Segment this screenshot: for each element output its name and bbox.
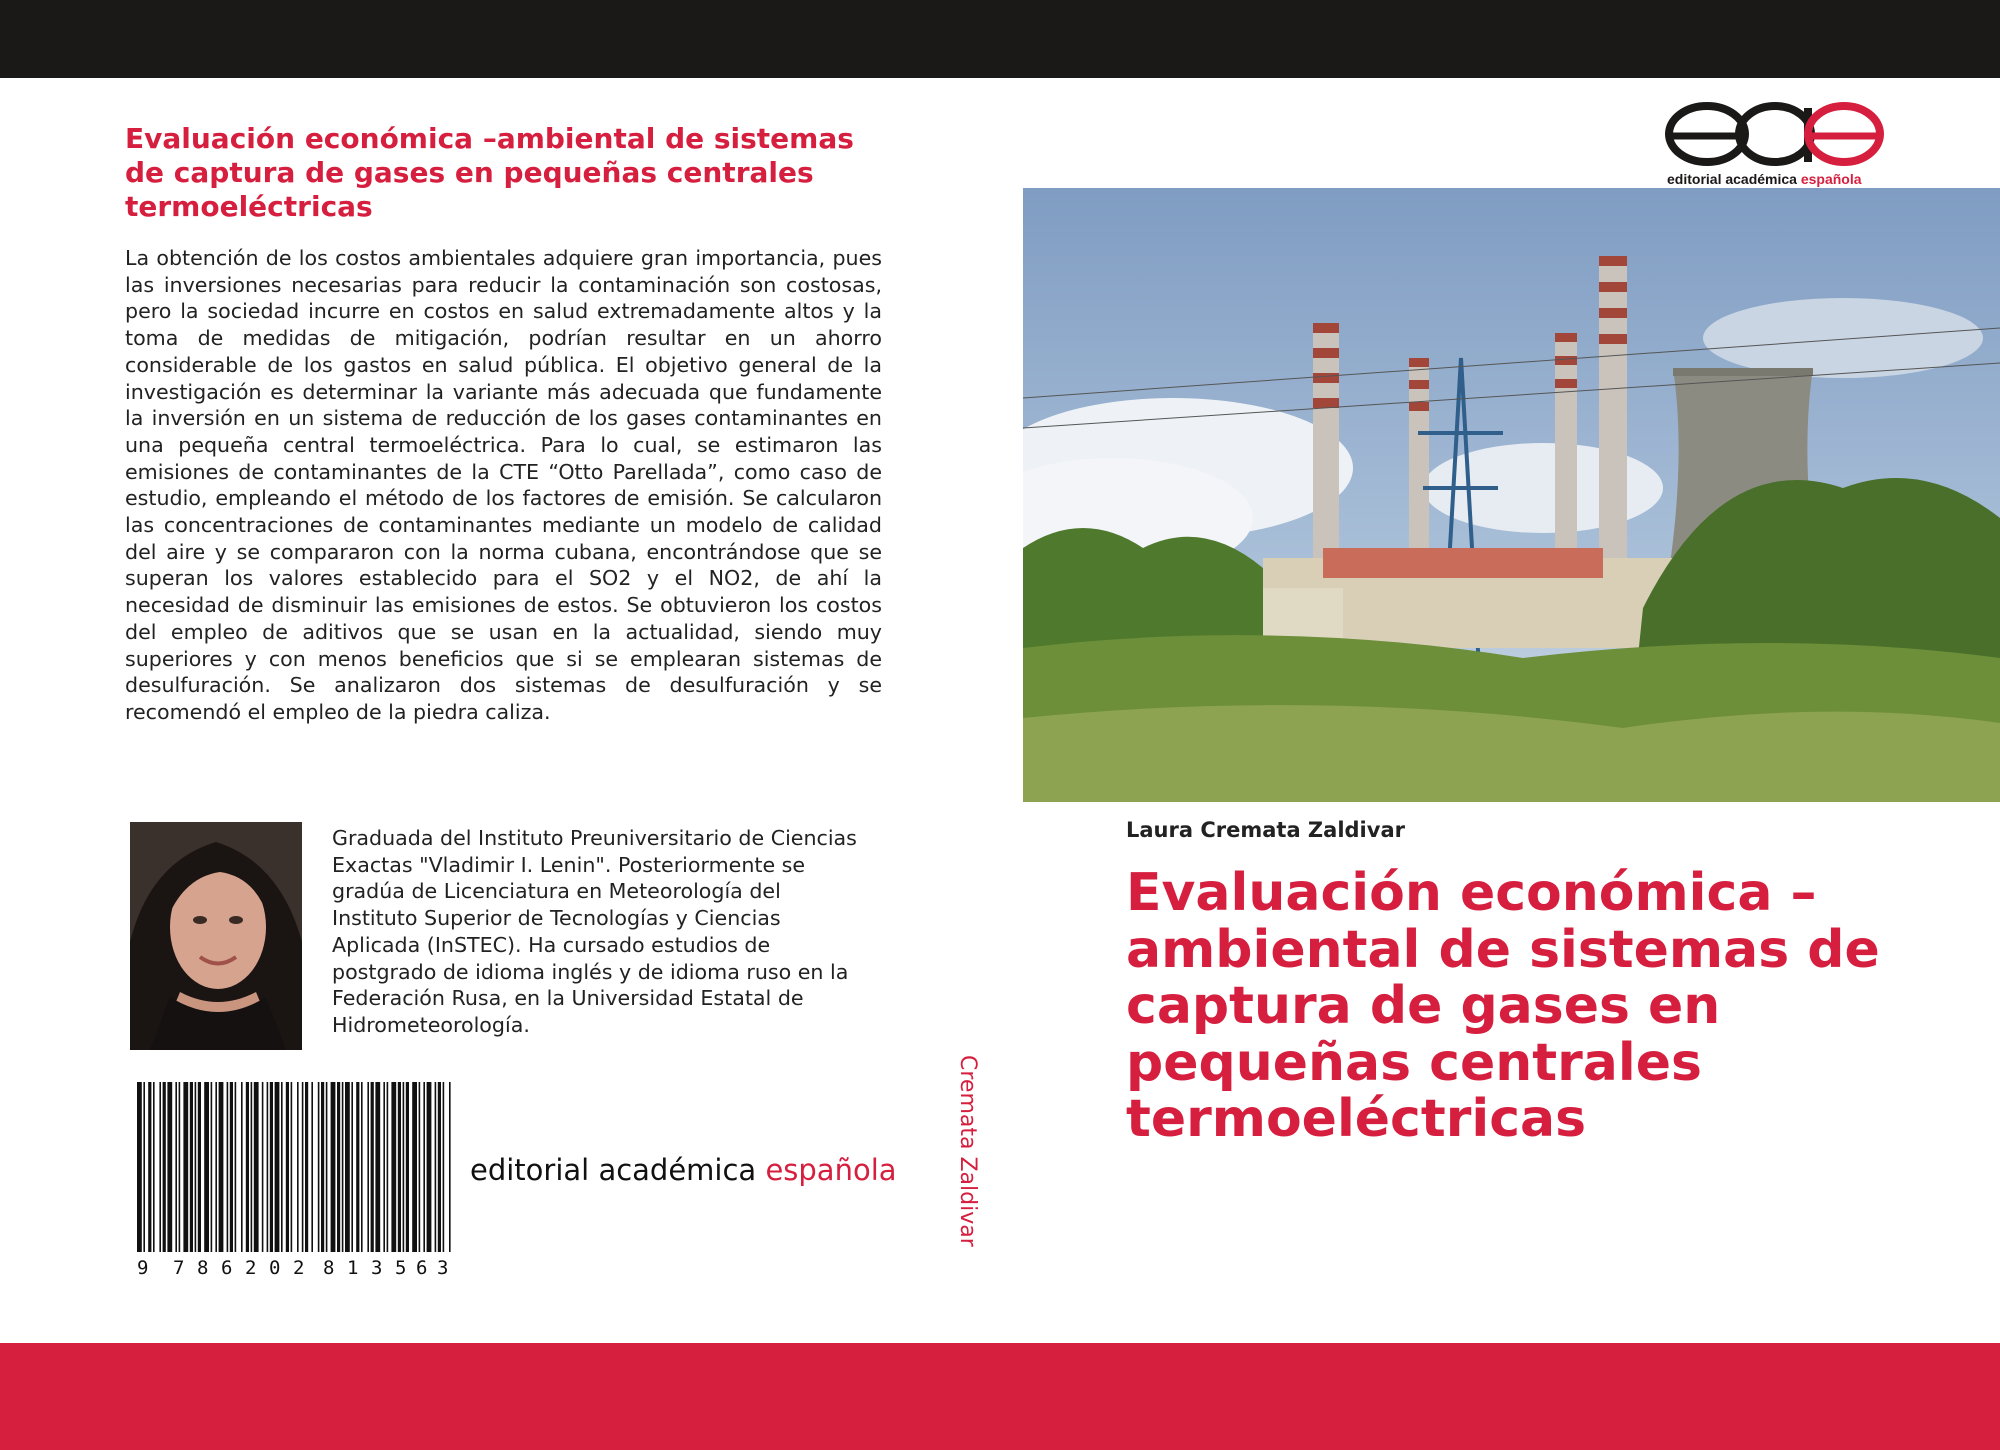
back-publisher-name	[470, 1153, 897, 1187]
publisher-logo	[1662, 98, 1888, 188]
barcode-digit: 8	[323, 1257, 335, 1277]
isbn-barcode	[135, 1082, 453, 1277]
cover-photo-power-plant	[1023, 188, 2000, 802]
barcode-digit: 9	[137, 1257, 149, 1277]
barcode-bar	[219, 1082, 224, 1252]
barcode-digit: 8	[197, 1257, 209, 1277]
front-cover-author: Laura Cremata Zaldivar	[1126, 818, 1405, 842]
barcode-bar	[291, 1082, 293, 1252]
barcode-digit: 1	[347, 1257, 359, 1277]
barcode-bar	[403, 1082, 405, 1252]
barcode-bar	[371, 1082, 374, 1252]
barcode-bar	[195, 1082, 197, 1252]
barcode-bar	[345, 1082, 350, 1252]
barcode-digit: 2	[293, 1257, 305, 1277]
svg-text:editorial académica española	[1667, 171, 1862, 187]
barcode-bar	[356, 1082, 359, 1252]
barcode-bar	[438, 1082, 441, 1252]
barcode-bar	[190, 1082, 193, 1252]
barcode-digit: 7	[173, 1257, 185, 1277]
barcode-bar	[361, 1082, 363, 1252]
barcode-bar	[175, 1082, 177, 1252]
back-cover-abstract: La obtención de los costos ambientales adquiere gran importancia, pues las inversiones necesarias para reducir la contaminación son costosas, pero la sociedad incurre en costos en salud extremadamente altos y la toma de medidas de mitigación, podrían resultar en un ahorro considerable de los gastos en salud pública. El objetivo general de la investigación es determinar la variante más adecuada que fundamente la inversión en un sistema de reducción de los gases contaminantes en una pequeña central termoeléctrica. Para lo cual, se estimaron las emisiones de contaminantes de la CTE “Otto Parellada”, como caso de estudio, empleando el método de los factores de emisión. Se calcularon las concentraciones de contaminantes mediante un modelo de calidad del aire y se compararon con la norma cubana, encontrándose que se superan los valores establecido para el SO2 y el NO2, de ahí la necesidad de disminuir las emisiones de estos. Se obtuvieron los costos del empleo de aditivos que se usan en la actualidad, siendo muy superiores y con menos beneficios que si se emplearan sistemas de desulfuración. Se analizaron dos sistemas de desulfuración y se recomendó el empleo de la piedra caliza.	[125, 246, 882, 724]
barcode-bar	[163, 1082, 166, 1252]
barcode-bar	[215, 1082, 217, 1252]
barcode-digit: 6	[416, 1257, 428, 1277]
barcode-bar	[387, 1082, 389, 1252]
barcode-bar	[211, 1082, 213, 1252]
barcode-bar	[230, 1082, 233, 1252]
barcode-bar	[383, 1082, 385, 1252]
barcode-bar	[398, 1082, 401, 1252]
barcode-digit: 0	[269, 1257, 281, 1277]
spine-author: Cremata Zaldivar	[955, 1055, 980, 1247]
barcode-bar	[148, 1082, 151, 1252]
back-cover-title: Evaluación económica –ambiental de sistemas de captura de gases en pequeñas centrales termoeléctricas	[125, 122, 854, 223]
barcode-bar	[183, 1082, 188, 1252]
author-bio: Graduada del Instituto Preuniversitario de Ciencias Exactas "Vladimir I. Lenin". Posteriormente se gradúa de Licenciatura en Meteorología del Instituto Superior de Tecnologías y Ciencias Aplicada (InSTEC). Ha cursado estudios de postgrado de idioma inglés y de idioma ruso en la Federación Rusa, en la Universidad Estatal de Hidrometeorología.	[332, 826, 857, 1037]
barcode-bar	[143, 1082, 145, 1252]
barcode-bar	[326, 1082, 328, 1252]
barcode-bar	[246, 1082, 249, 1252]
barcode-bar	[159, 1082, 161, 1252]
barcode-bar	[179, 1082, 181, 1252]
barcode-bar	[235, 1082, 237, 1252]
barcode-bar	[375, 1082, 380, 1252]
barcode-bar	[281, 1082, 283, 1252]
barcode-bar	[267, 1082, 269, 1252]
barcode-digit: 6	[221, 1257, 233, 1277]
barcode-bar	[321, 1082, 324, 1252]
publisher-main-text: editorial académica	[470, 1153, 757, 1187]
front-cover-title: Evaluación económica – ambiental de sistemas de captura de gases en pequeñas centrales termoeléctricas	[1126, 863, 1880, 1149]
barcode-bar	[391, 1082, 396, 1252]
barcode-bar	[198, 1082, 201, 1252]
logo-text-main: editorial académica	[1667, 171, 1797, 187]
barcode-bar	[342, 1082, 344, 1252]
logo-text-accent: española	[1800, 171, 1862, 187]
author-photo	[130, 822, 302, 1050]
barcode-bar	[331, 1082, 336, 1252]
bottom-band	[0, 1343, 2000, 1450]
barcode-bar	[251, 1082, 253, 1252]
barcode-bar	[423, 1082, 425, 1252]
barcode-bar	[241, 1082, 243, 1252]
barcode-digit: 5	[395, 1257, 407, 1277]
barcode-bar	[406, 1082, 409, 1252]
barcode-bar	[286, 1082, 289, 1252]
barcode-bar	[153, 1082, 155, 1252]
barcode-bar	[427, 1082, 432, 1252]
barcode-bar	[367, 1082, 369, 1252]
barcode-bar	[262, 1082, 264, 1252]
barcode-bar	[204, 1082, 209, 1252]
barcode-bar	[449, 1082, 451, 1252]
publisher-accent-text: española	[765, 1153, 897, 1187]
barcode-bar	[297, 1082, 299, 1252]
barcode-bar	[412, 1082, 417, 1252]
barcode-bar	[351, 1082, 353, 1252]
barcode-digit: 3	[371, 1257, 383, 1277]
barcode-bar	[227, 1082, 229, 1252]
barcode-bar	[443, 1082, 445, 1252]
barcode-bar	[270, 1082, 273, 1252]
barcode-digit: 3	[437, 1257, 449, 1277]
barcode-bar	[275, 1082, 280, 1252]
barcode-bar	[137, 1082, 142, 1252]
barcode-bar	[254, 1082, 259, 1252]
barcode-bar	[305, 1082, 308, 1252]
barcode-digit: 2	[245, 1257, 257, 1277]
top-band	[0, 0, 2000, 78]
barcode-bar	[337, 1082, 340, 1252]
barcode-bar	[167, 1082, 172, 1252]
barcode-bar	[435, 1082, 437, 1252]
barcode-bar	[311, 1082, 313, 1252]
barcode-bar	[302, 1082, 304, 1252]
barcode-bar	[419, 1082, 421, 1252]
barcode-bar	[318, 1082, 320, 1252]
